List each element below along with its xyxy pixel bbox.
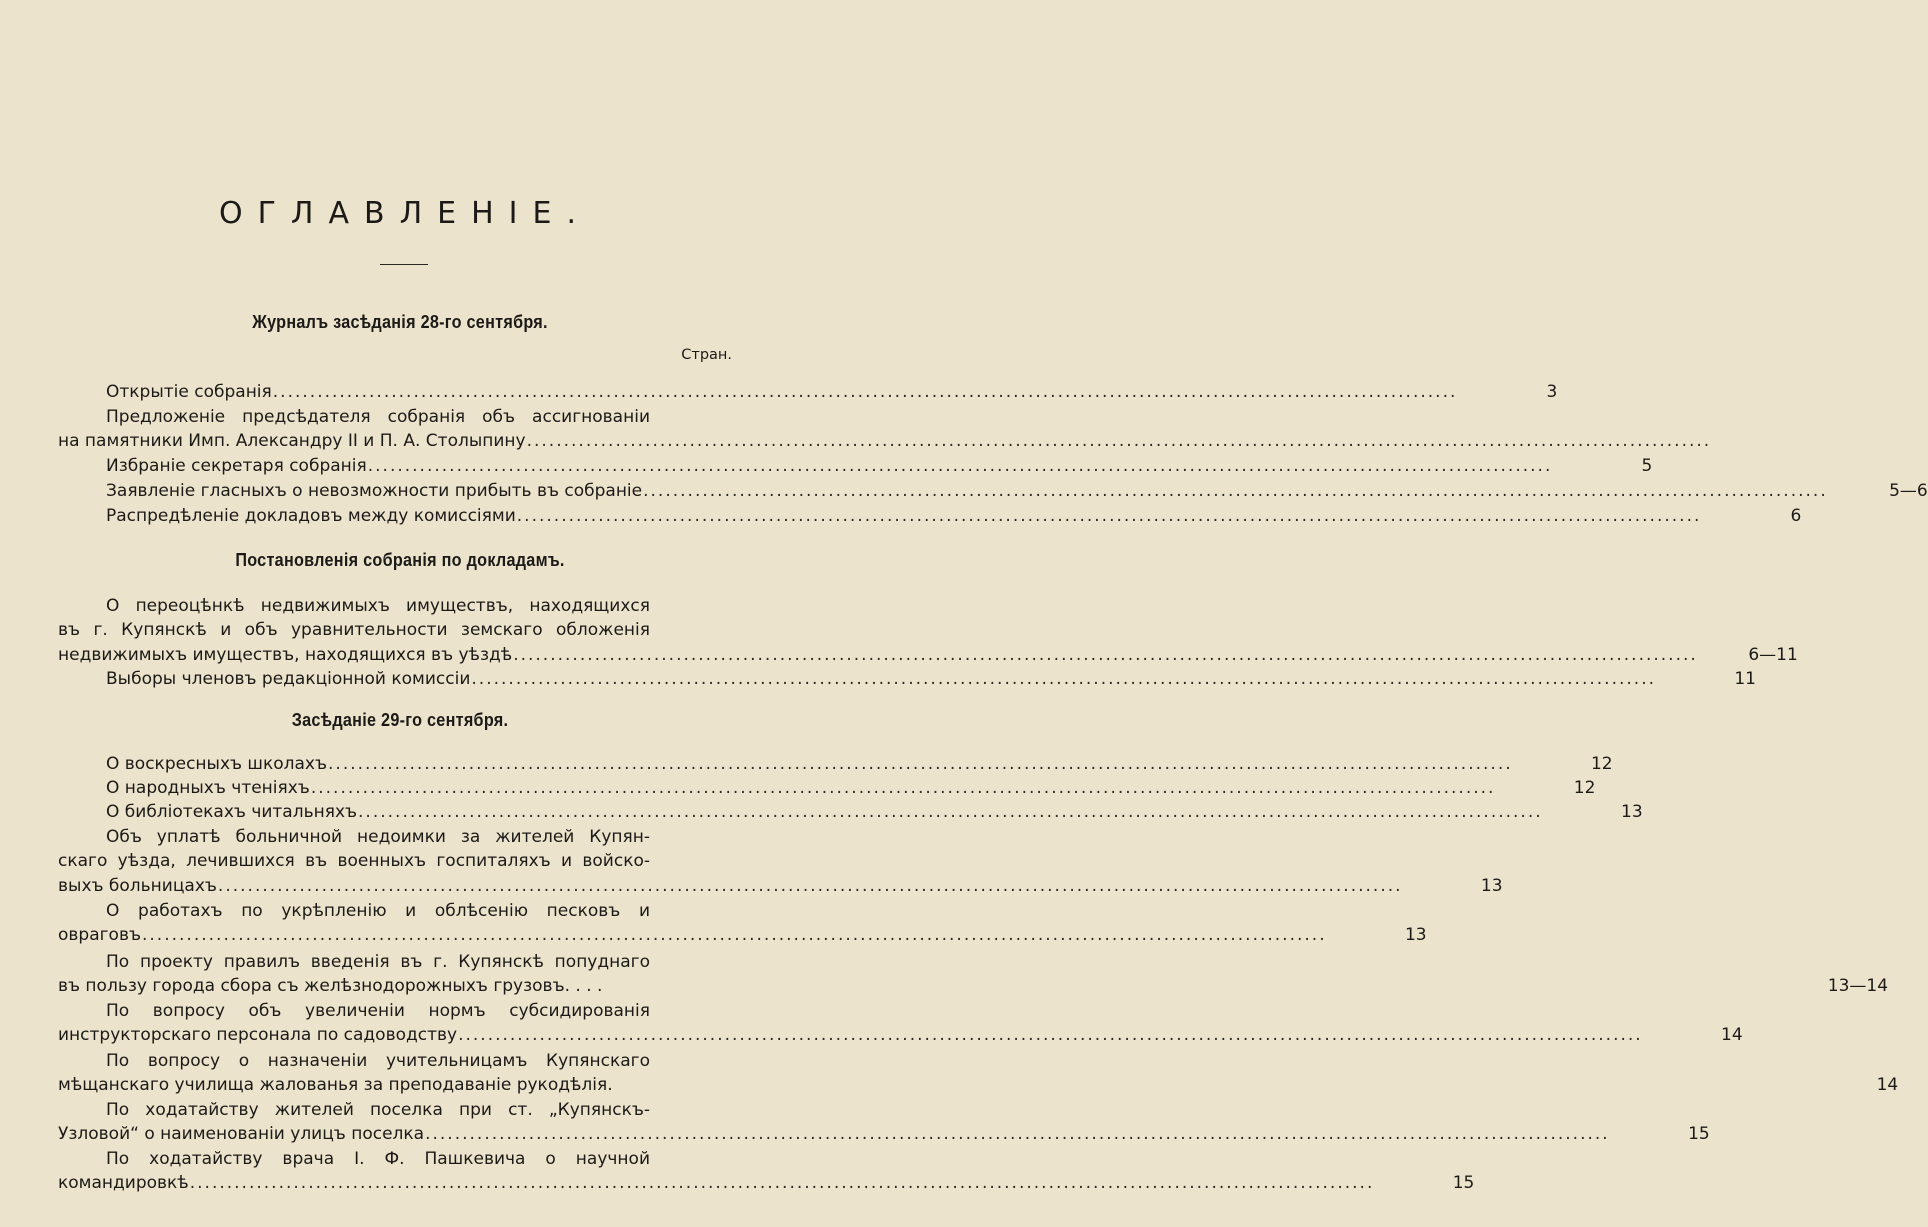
toc-page-number: 15 <box>1688 1124 1710 1145</box>
toc-line: О работахъ по укрѣпленію и облѣсенію песковъ и <box>106 901 650 921</box>
toc-entry-text: Заявленіе гласныхъ о невозможности прибыть въ собраніе <box>106 481 643 501</box>
toc-entry-teacher-salary <box>58 1049 1899 1098</box>
toc-entry-text: овраговъ <box>58 925 141 946</box>
pages-column-label: Стран. <box>681 347 732 363</box>
toc-page-number: 3 <box>1546 382 1558 402</box>
toc-entry-scientific-trip <box>58 1147 1475 1196</box>
toc-page-number: 13 <box>1621 802 1643 822</box>
leader-dots <box>273 380 1458 404</box>
toc-entry-text: Узловой“ о наименованіи улицъ поселка <box>58 1124 425 1145</box>
toc-entry-hospital-arrears <box>58 825 1503 898</box>
toc-line <box>58 380 1558 404</box>
toc-entry-cargo-levy <box>58 950 1889 999</box>
toc-line: въ г. Купянскѣ и объ уравнительности земскаго обложенія <box>58 620 650 641</box>
toc-page-number: 6 <box>1790 506 1802 526</box>
toc-line: По ходатайству врача І. Ф. Пашкевича о научной <box>106 1149 650 1169</box>
toc-line: По вопросу объ увеличеніи нормъ субсидированія <box>106 1001 650 1021</box>
toc-entry-text: О народныхъ чтеніяхъ <box>106 778 310 798</box>
toc-entry-text: Открытіе собранія <box>106 382 272 402</box>
toc-page-number: 14 <box>1721 1025 1743 1046</box>
toc-page-number: 6—11 <box>1748 644 1798 665</box>
toc-entry-text: инструкторскаго персонала по садоводству <box>58 1025 458 1046</box>
leader-dots <box>425 1122 1610 1146</box>
toc-line <box>58 874 1503 898</box>
title-divider <box>380 264 428 265</box>
toc-line: Предложеніе предсѣдателя собранія объ ассигнованіи <box>106 407 650 427</box>
toc-page-number: 13 <box>1404 925 1427 946</box>
toc-entry-text: на памятники Имп. Александру II и П. А. Столыпину <box>58 431 526 452</box>
toc-line <box>58 504 1802 528</box>
toc-entry-text: Избраніе секретаря собранія <box>106 456 367 476</box>
toc-page-number: 5 <box>1641 456 1653 476</box>
leader-dots <box>517 504 1702 528</box>
toc-page-number: 12 <box>1590 754 1613 774</box>
leader-dots <box>358 800 1543 824</box>
toc-entry-public-readings <box>58 776 1596 800</box>
toc-entry-text: Выборы членовъ редакціонной комиссіи <box>106 669 471 689</box>
toc-line <box>58 776 1596 800</box>
toc-line: Объ уплатѣ больничной недоимки за жителей Купян- <box>106 827 650 847</box>
toc-entry-proposal <box>58 405 748 454</box>
toc-entry-sunday-schools <box>58 752 1613 776</box>
toc-line <box>58 454 1653 478</box>
toc-line: скаго уѣзда, лечившихся въ военныхъ госпиталяхъ и войско- <box>58 851 650 872</box>
toc-entry-revaluation <box>58 594 1798 667</box>
toc-line <box>58 1073 1899 1097</box>
toc-line <box>58 667 1756 691</box>
leader-dots <box>368 454 1553 478</box>
toc-entry-distribution <box>58 504 1802 528</box>
section-heading-resolutions: Постановленія собранія по докладамъ. <box>235 550 565 570</box>
leader-dots <box>218 874 1403 898</box>
toc-page-number: 13—14 <box>1827 976 1889 997</box>
leader-dots <box>513 643 1698 667</box>
toc-entry-opening <box>58 380 1558 404</box>
toc-entry-editorial-commission <box>58 667 1756 691</box>
toc-line: По ходатайству жителей поселка при ст. „Купянскъ- <box>106 1100 650 1120</box>
toc-page-number: 13 <box>1480 875 1503 896</box>
toc-entry-statement <box>58 479 1928 503</box>
leader-dots <box>643 479 1828 503</box>
toc-line <box>58 1171 1475 1195</box>
toc-entry-text: въ пользу города сбора съ желѣзнодорожныхъ грузовъ. . . . <box>58 976 603 997</box>
toc-line <box>58 1122 1710 1146</box>
toc-line <box>58 479 1928 503</box>
toc-line <box>58 923 1427 947</box>
toc-line <box>58 1023 1743 1047</box>
toc-line: О переоцѣнкѣ недвижимыхъ имуществъ, находящихся <box>106 596 650 616</box>
toc-page-number: 11 <box>1734 669 1756 689</box>
toc-entry-text: недвижимыхъ имуществъ, находящихся въ уѣздѣ <box>58 644 513 665</box>
leader-dots <box>328 752 1513 776</box>
leader-dots <box>142 923 1327 947</box>
toc-line <box>58 643 1798 667</box>
toc-entry-text: выхъ больницахъ <box>58 875 217 896</box>
toc-entry-text: О библіотекахъ читальняхъ <box>106 802 358 822</box>
leader-dots <box>458 1023 1643 1047</box>
toc-line <box>58 800 1643 824</box>
toc-entry-text: Распредѣленіе докладовъ между комиссіями <box>106 506 516 526</box>
section-heading-session-29: Засѣданіе 29-го сентября. <box>291 710 509 730</box>
toc-entry-text: командировкѣ <box>58 1173 189 1194</box>
leader-dots <box>471 667 1656 691</box>
page-title: ОГЛАВЛЕНІЕ. <box>219 196 591 231</box>
leader-dots <box>527 429 1712 453</box>
toc-line: По проекту правилъ введенія въ г. Купянскѣ попуднаго <box>106 952 650 972</box>
toc-line: По вопросу о назначеніи учительницамъ Купянскаго <box>106 1051 650 1071</box>
toc-entry-sand-works <box>58 899 1427 948</box>
toc-entry-libraries <box>58 800 1643 824</box>
toc-line <box>58 974 1889 998</box>
leader-dots <box>311 776 1496 800</box>
toc-entry-secretary <box>58 454 1653 478</box>
toc-entry-text: О воскресныхъ школахъ <box>106 754 328 774</box>
toc-page-number: 5—6 <box>1889 481 1928 501</box>
toc-entry-street-naming <box>58 1098 1710 1147</box>
toc-entry-text: мѣщанскаго училища жалованья за преподаваніе рукодѣлія. <box>58 1075 613 1096</box>
section-heading-journal-28: Журналъ засѣданія 28-го сентября. <box>252 312 548 332</box>
toc-page-number: 15 <box>1452 1173 1475 1194</box>
leader-dots <box>190 1171 1375 1195</box>
toc-page-number: 14 <box>1876 1075 1899 1096</box>
toc-line <box>58 429 748 453</box>
toc-entry-horticulture-subsidy <box>58 999 1743 1048</box>
toc-line <box>58 752 1613 776</box>
toc-page-number: 12 <box>1573 778 1596 798</box>
